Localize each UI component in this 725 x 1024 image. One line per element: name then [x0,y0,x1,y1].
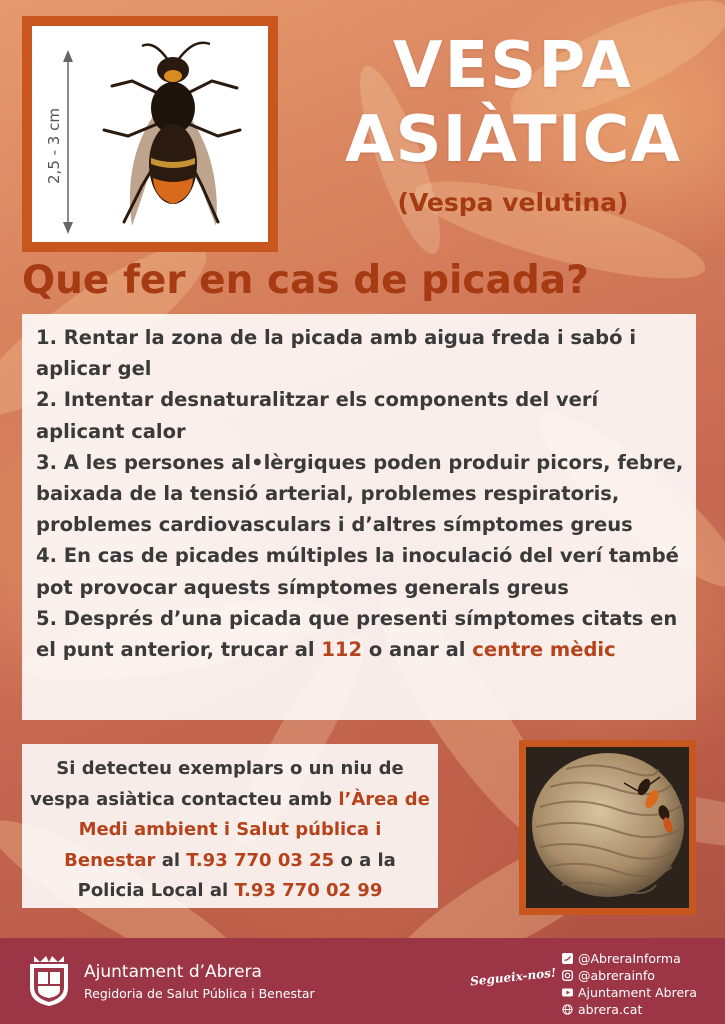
step-3: 3. A les persones al•lèrgiques poden produir picors, febre, baixada de la tensió arterial, problemes respiratoris, problemes cardiovasculars i d’altres símptomes greus [36,450,684,537]
website-link[interactable] [562,1001,697,1018]
step-2: 2. Intentar desnaturalitzar els components del verí aplicant calor [36,388,599,443]
sting-steps-panel [22,314,696,720]
twitter-handle: @AbreraInforma [578,951,681,966]
wasp-photo-frame [22,16,278,252]
globe-icon [562,1004,573,1015]
emergency-number: 112 [321,638,363,662]
follow-us-label: Segueix-nos! [469,965,557,989]
contact-area: l’Àrea de Medi ambient i Salut pública i Benestar [64,788,430,871]
instagram-link[interactable] [562,967,697,984]
website-url: abrera.cat [578,1002,643,1017]
phone-police: T.93 770 02 99 [234,880,383,901]
footer [0,938,725,1024]
step-5-mid: o anar al [362,638,473,662]
contact-panel [22,744,438,908]
twitter-link[interactable] [562,950,697,967]
wasp-illustration [32,26,268,242]
phone-area: T.93 770 03 25 [186,849,335,871]
youtube-link[interactable] [562,984,697,1001]
nest-illustration [526,747,689,908]
org-department: Regidoria de Salut Pública i Benestar [84,986,315,1001]
contact-intro: Si detecteu exemplars o un niu de vespa asiàtica contacteu amb [30,758,404,810]
nest-photo-frame [519,740,696,915]
nest-photo [526,747,689,908]
instagram-handle: @abrerainfo [578,968,655,983]
youtube-channel: Ajuntament Abrera [578,985,697,1000]
title-line-2: ASIÀTICA [345,103,681,177]
contact-police: o a la Policia Local al [77,849,396,901]
contact-al: al [155,849,187,871]
wasp-photo [32,26,268,242]
youtube-icon [562,987,573,998]
social-links [562,950,697,1018]
medical-center: centre mèdic [472,638,616,662]
twitter-icon [562,953,573,964]
title-line-1: VESPA [393,29,633,103]
section-heading: Que fer en cas de picada? [22,258,589,303]
instagram-icon [562,970,573,981]
step-5-text: 5. Després d’una picada que presenti símptomes citats en el punt anterior, trucar al [36,606,678,662]
step-5 [36,603,686,665]
step-1: 1. Rentar la zona de la picada amb aigua freda i sabó i aplicar gel [36,326,637,381]
town-crest-logo [26,954,72,1008]
org-name: Ajuntament d’Abrera [84,962,262,982]
scientific-name: (Vespa velutina) [397,188,629,217]
size-scale-label: 2,5 - 3 cm [45,108,63,184]
step-4: 4. En cas de picades múltiples la inoculació del verí també pot provocar aquests símptomes generals greus [36,544,679,599]
